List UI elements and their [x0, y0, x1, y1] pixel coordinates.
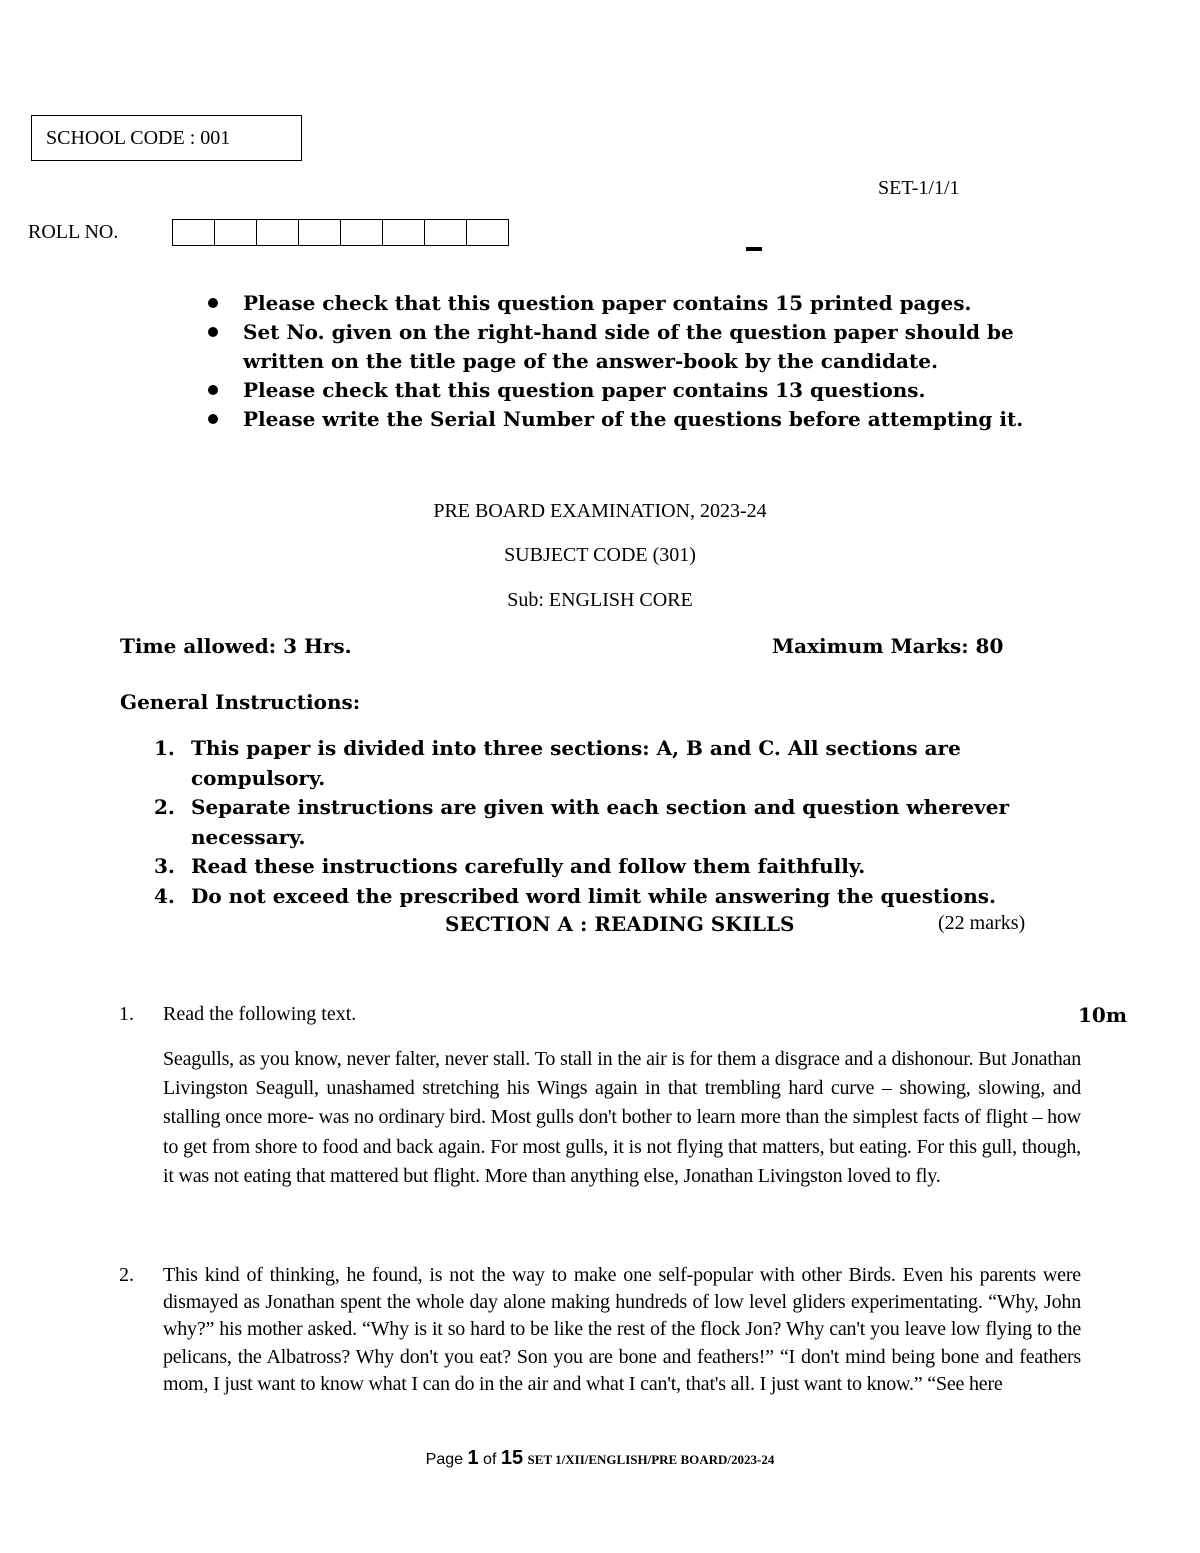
paragraph-number: 2. — [119, 1264, 134, 1286]
section-marks: (22 marks) — [938, 912, 1026, 934]
roll-digit-box — [173, 220, 215, 245]
question-number: 1. — [119, 1003, 134, 1025]
roll-digit-box — [215, 220, 257, 245]
instruction-item: 3. Read these instructions carefully and follow them faithfully. — [154, 854, 866, 878]
dash-mark — [746, 247, 762, 251]
note-item: Please check that this question paper contains 13 questions. — [205, 376, 1035, 405]
page-footer: Page 1 of 15 SET 1/XII/ENGLISH/PRE BOARD/2023-24 — [425, 1447, 775, 1469]
subject-name: Sub: ENGLISH CORE — [507, 589, 693, 611]
instruction-item: 1. This paper is divided into three sections: A, B and C. All sections are compulsory. — [154, 736, 961, 790]
subject-code: SUBJECT CODE (301) — [504, 544, 696, 566]
note-item: Please write the Serial Number of the questions before attempting it. — [205, 405, 1035, 434]
maximum-marks: Maximum Marks: 80 — [772, 634, 1004, 658]
bullet-icon — [208, 298, 218, 308]
exam-title: PRE BOARD EXAMINATION, 2023-24 — [433, 500, 767, 522]
roll-digit-box — [425, 220, 467, 245]
general-instructions-title: General Instructions: — [120, 690, 361, 714]
bullet-icon — [208, 327, 218, 337]
school-code-box — [31, 115, 302, 161]
question-prompt: Read the following text. — [163, 1003, 357, 1025]
instruction-item: 2. Separate instructions are given with each section and question wherever necessary. — [154, 795, 1010, 849]
passage-paragraph-2: This kind of thinking, he found, is not the way to make one self-popular with other Birds. Even his parents were dismayed as Jonathan spent the whole day alone making hundreds of low level gliders experimentating. “Why, John why?” his mother asked. “Why is it so hard to be like the rest of the flock Jon? Why can't you leave low flying to the pelicans, the Albatross? Why don't you eat? Son you are bone and feathers!” “I don't mind being bone and feathers mom, I just want to know what I can do in the air and what I can't, that's all. I just want to know.” “See here — [163, 1264, 1081, 1395]
instruction-item: 4. Do not exceed the prescribed word limit while answering the questions. — [154, 883, 996, 908]
roll-number-label: ROLL NO. — [28, 221, 119, 243]
roll-digit-box — [383, 220, 425, 245]
roll-digit-box — [257, 220, 299, 245]
set-number: SET-1/1/1 — [878, 177, 960, 199]
general-instructions-list — [150, 734, 1100, 911]
roll-digit-box — [299, 220, 341, 245]
roll-digit-box — [341, 220, 383, 245]
passage-paragraph-1: Seagulls, as you know, never falter, never stall. To stall in the air is for them a disgrace and a dishonour. But Jonathan Livingston Seagull, unashamed stretching his Wings again in that trembling hard curve – showing, slowing, and stalling once more- was no ordinary bird. Most gulls don't bother to learn more than the simplest facts of flight – how to get from shore to food and back again. For most gulls, it is not flying that matters, but eating. For this gull, though, it was not eating that mattered but flight. More than anything else, Jonathan Livingston loved to fly. — [163, 1048, 1081, 1187]
roll-digit-box — [467, 220, 508, 245]
note-item: Set No. given on the right-hand side of the question paper should be written on the title page of the answer-book by the candidate. — [205, 318, 1035, 376]
roll-number-boxes — [172, 219, 509, 246]
question-marks: 10m — [1078, 1003, 1127, 1027]
school-code: SCHOOL CODE : 001 — [46, 127, 231, 149]
bullet-icon — [208, 414, 218, 424]
note-item: Please check that this question paper contains 15 printed pages. — [205, 289, 1035, 318]
section-title: SECTION A : READING SKILLS — [445, 912, 795, 936]
preliminary-notes — [205, 289, 1035, 434]
time-allowed: Time allowed: 3 Hrs. — [120, 634, 352, 658]
bullet-icon — [208, 385, 218, 395]
